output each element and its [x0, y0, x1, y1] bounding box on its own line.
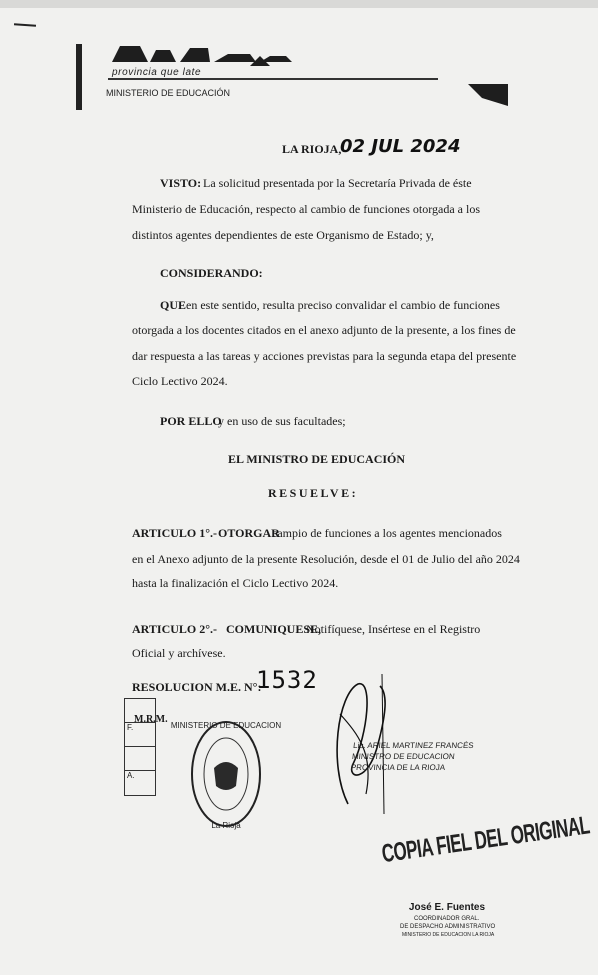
visto-line-1: La solicitud presentada por la Secretaría Privada de éste	[203, 176, 472, 190]
control-box-row: F.	[125, 723, 155, 747]
considerando-line-1: en este sentido, resulta preciso convalidar el cambio de funciones	[186, 298, 500, 312]
articulo-1-line-1: campio de funciones a los agentes mencionados	[272, 526, 502, 540]
margin-mark	[14, 23, 36, 27]
articulo-2-line-1: Notifíquese, Insértese en el Registro	[306, 622, 481, 636]
resuelve-heading: RESUELVE:	[268, 486, 359, 500]
articulo-1-label: ARTICULO 1°.-	[132, 526, 218, 540]
ministry-name: MINISTERIO DE EDUCACIÓN	[106, 88, 231, 98]
visto-line-2: Ministerio de Educación, respecto al cambio de funciones otorgada a los	[132, 202, 480, 216]
date-place: LA RIOJA,	[282, 142, 342, 156]
articulo-2-label: ARTICULO 2°.-	[132, 622, 218, 636]
signer-name: Lic. ARIEL MARTINEZ FRANCÉS	[352, 741, 475, 750]
seal-text: MINISTERIO DE EDUCACION	[170, 721, 282, 730]
signer-block	[350, 740, 474, 773]
visto-label: VISTO:	[160, 176, 202, 190]
control-box-row	[125, 747, 155, 771]
ministro-heading: EL MINISTRO DE EDUCACIÓN	[228, 452, 406, 466]
resolucion-label: RESOLUCION M.E. N°:	[132, 680, 262, 694]
articulo-1-line-2: en el Anexo adjunto de la presente Resolución, desde el 01 de Julio del año 2024	[132, 552, 520, 566]
certifier-title-1: COORDINADOR GRAL.	[414, 916, 480, 922]
copia-fiel-stamp: COPIA FIEL DEL ORIGINAL	[380, 810, 592, 869]
visto-line-3: distintos agentes dependientes de este Organismo de Estado; y,	[132, 228, 434, 242]
signer-province: PROVINCIA DE LA RIOJA	[350, 763, 446, 772]
que-label: QUE	[160, 298, 187, 312]
articulo-2-line-2: Oficial y archívese.	[132, 646, 226, 660]
province-tagline: provincia que late	[112, 67, 202, 78]
por-ello-text: y en uso de sus facultades;	[218, 414, 346, 428]
certifier-name: José E. Fuentes	[408, 902, 486, 913]
control-initials: M.R.M.	[134, 714, 168, 725]
letterhead-bar	[76, 44, 82, 110]
resolucion-number: 1532	[256, 666, 318, 694]
seal-bottom-text: La Rioja	[211, 821, 241, 830]
letterhead-rule	[108, 78, 438, 80]
certifier-title-3: MINISTERIO DE EDUCACION LA RIOJA	[402, 932, 495, 938]
certifier-title-2: DE DESPACHO ADMINISTRATIVO	[400, 924, 496, 930]
articulo-1-line-3: hasta la finalización el Ciclo Lectivo 2024.	[132, 576, 339, 590]
articulo-1-verb: OTORGAR	[218, 526, 280, 540]
considerando-line-3: dar respuesta a las tareas y acciones previstas para la segunda etapa del presente	[132, 349, 517, 363]
control-box-row: A.	[127, 771, 135, 780]
articulo-2-verb: COMUNIQUESE,	[226, 622, 322, 636]
considerando-line-2: otorgada a los docentes citados en el anexo adjunto de la presente, a los fines de	[132, 323, 516, 337]
ministry-seal	[170, 716, 282, 836]
considerando-heading: CONSIDERANDO:	[160, 266, 263, 280]
considerando-line-4: Ciclo Lectivo 2024.	[132, 374, 228, 388]
corner-shape	[468, 84, 508, 108]
top-strip	[0, 0, 598, 8]
control-box	[124, 698, 156, 796]
por-ello-label: POR ELLO	[160, 414, 222, 428]
signer-title: MINISTRO DE EDUCACION	[351, 752, 456, 761]
date-handwritten: 02 JUL 2024	[340, 136, 461, 157]
